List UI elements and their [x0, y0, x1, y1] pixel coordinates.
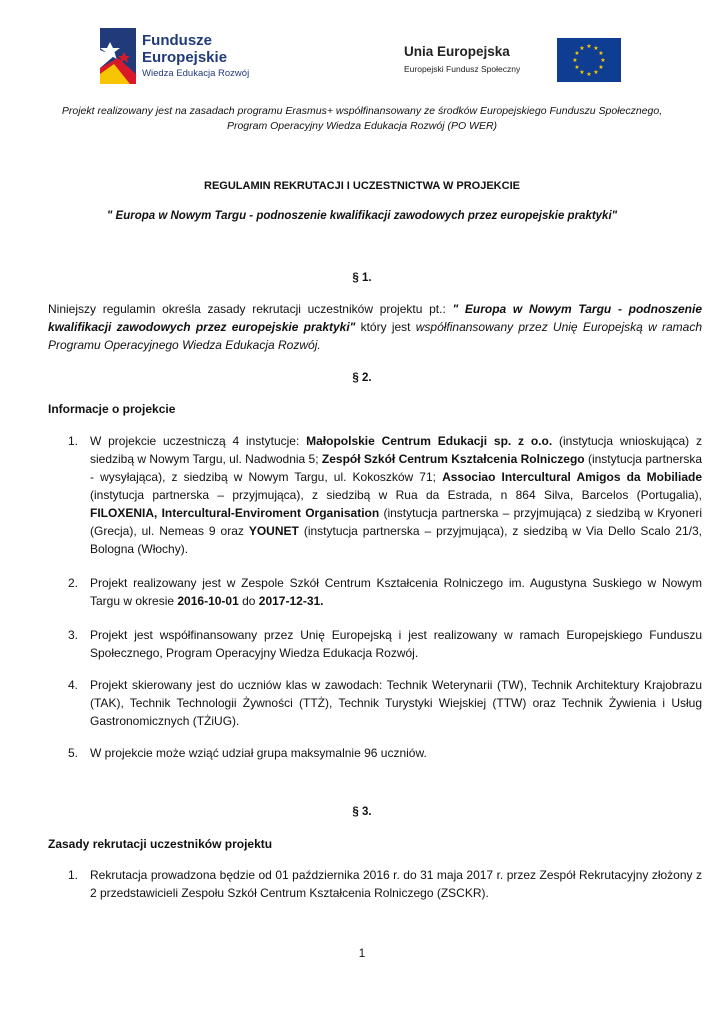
project-intro — [40, 104, 684, 134]
list-item-number: 2. — [68, 576, 79, 590]
list-item-number: 1. — [68, 868, 79, 882]
document-subtitle: " Europa w Nowym Targu - podnoszenie kwalifikacji zawodowych przez europejskie praktyki" — [106, 210, 618, 222]
item-text-part: do — [238, 594, 259, 608]
list-item-number: 5. — [68, 746, 79, 760]
list-item-text — [90, 574, 702, 610]
section-1-text-a: Niniejszy regulamin określa zasady rekrutacji uczestników projektu pt.: — [48, 302, 453, 316]
item-text-part: (instytucja partnerska – przyjmująca), z siedzibą w Via Dello Scalo 21/3, Bologna (Włochy). — [90, 524, 702, 556]
list-item — [48, 626, 702, 662]
list-item-text: W projekcie może wziąć udział grupa maksymalnie 96 uczniów. — [90, 746, 427, 760]
ue-logo-title: Unia Europejska — [404, 44, 510, 59]
start-date: 2016-10-01 — [177, 594, 239, 608]
section-1-number: § 1. — [352, 272, 372, 284]
svg-text:★: ★ — [593, 45, 599, 52]
fundusze-europejskie-logo — [100, 28, 260, 88]
item-text-part: (instytucja wnioskująca) z siedzibą w Nowym Targu, ul. Nadwodnia 5; — [90, 434, 702, 466]
page-number: 1 — [358, 948, 366, 960]
item-text-part: W projekcie uczestniczą 4 instytucje: — [90, 434, 307, 448]
svg-text:★: ★ — [574, 50, 580, 57]
list-item-text: Projekt skierowany jest do uczniów klas w zawodach: Technik Weterynarii (TW), Technik Architektury Krajobrazu (TAK), Technik Technologii Żywności (TTŻ), Technik Turystyki Wiejskiej (TTW) oraz Technik Żywienia i Usług Gastronomicznych (TŻiUG). — [90, 678, 702, 728]
section-1-paragraph — [48, 300, 702, 354]
list-item-number: 4. — [68, 678, 79, 692]
list-item-number: 3. — [68, 628, 79, 642]
section-2-number: § 2. — [352, 372, 372, 384]
svg-text:★: ★ — [586, 43, 592, 50]
svg-text:★: ★ — [579, 69, 585, 76]
fe-logo-subtitle: Wiedza Edukacja Rozwój — [142, 68, 250, 79]
section-2-heading: Informacje o projekcie — [48, 402, 176, 416]
svg-text:★: ★ — [593, 69, 599, 76]
list-item — [48, 574, 702, 610]
svg-text:★: ★ — [586, 71, 592, 78]
ue-logo-subtitle: Europejski Fundusz Społeczny — [404, 64, 521, 74]
institution-name: Zespół Szkół Centrum Kształcenia Rolniczego — [321, 452, 585, 466]
intro-line-1: Projekt realizowany jest na zasadach programu Erasmus+ współfinansowany ze środków Europejskiego Funduszu Społecznego, — [61, 105, 663, 117]
fe-logo-title-line1: Fundusze — [142, 32, 212, 49]
svg-text:★: ★ — [574, 64, 580, 71]
item-text-part: (instytucja partnerska – przyjmująca) z siedzibą w Kryoneri (Grecja), ul. Nemeas 9 oraz — [90, 506, 702, 538]
fe-logo-title — [142, 32, 227, 66]
section-1-text-b: który jest — [355, 320, 416, 334]
list-item — [48, 432, 702, 558]
section-1-project-name: " Europa w Nowym Targu - podnoszenie kwalifikacji zawodowych przez europejskie praktyki" — [48, 302, 702, 334]
svg-text:★: ★ — [600, 57, 606, 64]
institution-name: YOUNET — [248, 524, 299, 538]
item-text-part: (instytucja partnerska – przyjmująca), z siedzibą w Rua da Estrada, n 864 Silva, Barcelos (Portugalia), — [90, 488, 702, 502]
list-item-text: Rekrutacja prowadzona będzie od 01 października 2016 r. do 31 maja 2017 r. przez Zespół Rekrutacyjny złożony z 2 przedstawicieli Zespołu Szkół Centrum Kształcenia Rolniczego (ZSCKR). — [90, 868, 702, 900]
item-text-part: (instytucja partnerska - wysyłająca), z siedzibą w Nowym Targu, ul. Kokoszków 71; — [90, 452, 702, 484]
fundusze-europejskie-emblem-icon — [100, 28, 136, 84]
intro-line-2: Program Operacyjny Wiedza Edukacja Rozwój (PO WER) — [226, 120, 498, 132]
section-3-heading: Zasady rekrutacji uczestników projektu — [48, 837, 273, 851]
list-item — [48, 866, 702, 902]
list-item-text: Projekt jest współfinansowany przez Unię Europejską i jest realizowany w ramach Europejskiego Funduszu Społecznego, Program Operacyjny Wiedza Edukacja Rozwój. — [90, 628, 702, 660]
fe-logo-title-line2: Europejskie — [142, 49, 228, 66]
institution-name: Associao Intercultural Amigos da Mobiliade — [442, 470, 702, 484]
institution-name: Małopolskie Centrum Edukacji sp. z o.o. — [306, 434, 553, 448]
list-item — [48, 676, 702, 730]
eu-flag-icon — [557, 38, 621, 82]
document-title: REGULAMIN REKRUTACJI I UCZESTNICTWA W PROJEKCIE — [204, 180, 520, 192]
unia-europejska-logo — [404, 38, 624, 83]
svg-text:★: ★ — [579, 45, 585, 52]
section-1-text-c: współfinansowany przez Unię Europejską w ramach Programu Operacyjnego Wiedza Edukacja Rozwój. — [48, 320, 702, 352]
svg-text:★: ★ — [598, 50, 604, 57]
item-text-part: Projekt realizowany jest w Zespole Szkół Centrum Kształcenia Rolniczego im. Augustyna Suskiego w Nowym Targu w okresie — [90, 576, 702, 608]
page-header — [0, 0, 724, 100]
section-3-number: § 3. — [352, 806, 372, 818]
list-item-text — [90, 432, 702, 558]
end-date: 2017-12-31. — [258, 594, 324, 608]
svg-text:★: ★ — [572, 57, 578, 64]
list-item-number: 1. — [68, 434, 79, 448]
svg-text:★: ★ — [598, 64, 604, 71]
institution-name: FILOXENIA, Intercultural-Enviroment Organisation — [90, 506, 380, 520]
list-item — [48, 744, 702, 762]
